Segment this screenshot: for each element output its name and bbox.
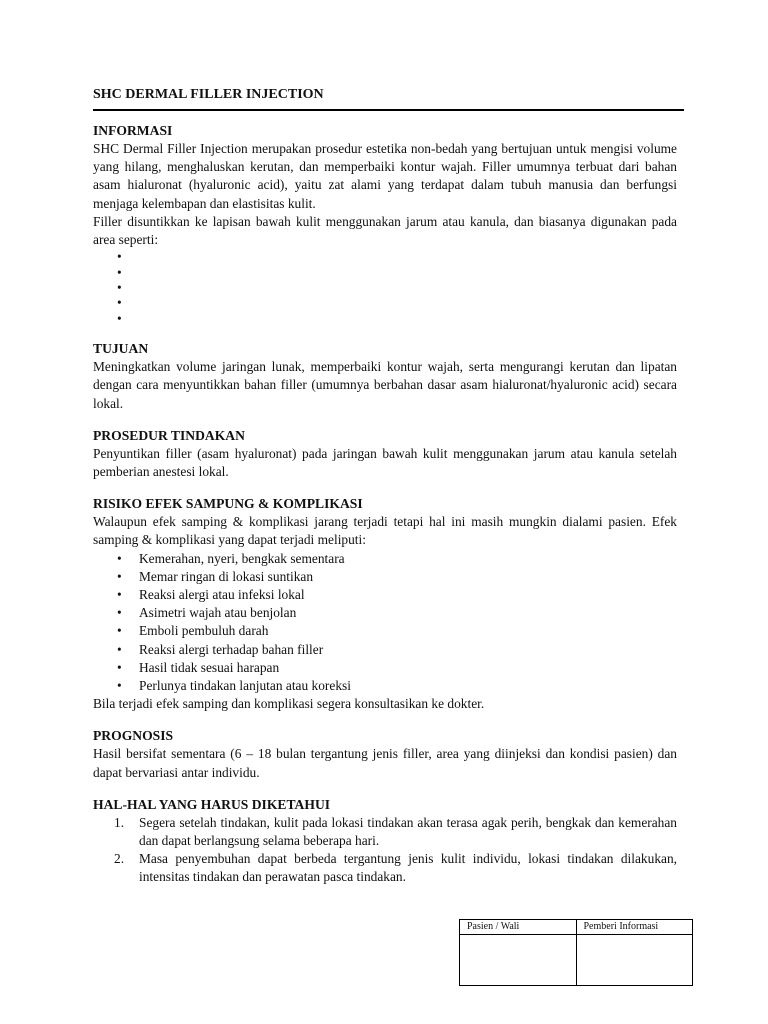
signature-header: Pemberi Informasi <box>577 920 693 935</box>
section-heading: HAL-HAL YANG HARUS DIKETAHUI <box>93 796 331 812</box>
list-item <box>114 850 677 886</box>
section-risiko <box>93 495 677 713</box>
list-item: • Reaksi alergi terhadap bahan filler <box>139 641 677 659</box>
section-hal-hal <box>93 796 677 887</box>
numbered-list <box>93 814 677 887</box>
section-heading: RISIKO EFEK SAMPUNG & KOMPLIKASI <box>93 496 363 512</box>
empty-list-item <box>139 311 677 326</box>
section-prognosis <box>93 727 677 781</box>
signature-column-informant <box>577 920 693 985</box>
section-heading: PROGNOSIS <box>93 728 174 744</box>
section-heading: PROSEDUR TINDAKAN <box>93 427 245 443</box>
paragraph: Meningkatkan volume jaringan lunak, memperbaiki kontur wajah, serta mengurangi kerutan dan lipatan dengan cara menyuntikkan bahan filler (umumnya berbahan dasar asam hialuronat/hyaluronic acid) secara lokal. <box>93 359 677 411</box>
signature-table <box>459 919 693 986</box>
list-item: • Hasil tidak sesuai harapan <box>139 659 677 677</box>
list-item: • Asimetri wajah atau benjolan <box>139 604 677 622</box>
section-informasi <box>93 122 677 326</box>
paragraph: Walaupun efek samping & komplikasi jarang terjadi tetapi hal ini masih mungkin dialami pasien. Efek samping & komplikasi yang dapat terjadi meliputi: <box>93 514 677 548</box>
empty-list-item <box>139 265 677 280</box>
risk-list <box>93 550 677 696</box>
section-prosedur <box>93 427 677 481</box>
paragraph: Hasil bersifat sementara (6 – 18 bulan tergantung jenis filler, area yang diinjeksi dan kondisi pasien) dan dapat bervariasi antar individu. <box>93 746 677 780</box>
section-heading: INFORMASI <box>93 123 173 138</box>
list-item: • Memar ringan di lokasi suntikan <box>139 568 677 586</box>
paragraph: Penyuntikan filler (asam hyaluronat) pada jaringan bawah kulit menggunakan jarum atau kanula setelah pemberian anestesi lokal. <box>93 445 677 479</box>
signature-column-patient <box>460 920 577 985</box>
paragraph: Bila terjadi efek samping dan komplikasi segera konsultasikan ke dokter. <box>93 696 485 712</box>
list-number: 1. <box>114 814 125 830</box>
document-content <box>93 122 677 901</box>
list-number: 2. <box>114 851 125 867</box>
empty-list-item <box>139 249 677 264</box>
list-item: • Reaksi alergi atau infeksi lokal <box>139 586 677 604</box>
list-item: • Perlunya tindakan lanjutan atau koreksi <box>139 677 677 695</box>
paragraph: SHC Dermal Filler Injection merupakan prosedur estetika non-bedah yang bertujuan untuk mengisi volume yang hilang, menghaluskan kerutan, dan memperbaiki kontur wajah. Filler umumnya terbuat dari bahan asam hialuronat (hyaluronic acid), yaitu zat alami yang terdapat dalam tubuh manusia dan berfungsi menjaga kelembapan dan elastisitas kulit. <box>93 141 677 211</box>
list-item <box>114 814 677 850</box>
section-heading: TUJUAN <box>93 341 149 357</box>
paragraph: Filler disuntikkan ke lapisan bawah kulit menggunakan jarum atau kanula, dan biasanya digunakan pada area seperti: <box>93 213 677 248</box>
list-text: Segera setelah tindakan, kulit pada lokasi tindakan akan terasa agak perih, bengkak dan kemerahan dan dapat berlangsung selama beberapa hari. <box>139 814 677 849</box>
signature-header: Pasien / Wali <box>460 920 576 935</box>
empty-list-item <box>139 280 677 295</box>
list-item: • Kemerahan, nyeri, bengkak sementara <box>139 550 677 568</box>
document-title: SHC DERMAL FILLER INJECTION <box>93 86 684 111</box>
list-item: • Emboli pembuluh darah <box>139 622 677 640</box>
section-tujuan <box>93 340 677 413</box>
empty-list-item <box>139 295 677 310</box>
list-text: Masa penyembuhan dapat berbeda tergantung jenis kulit individu, lokasi tindakan dilakukan, intensitas tindakan dan perawatan pasca tindakan. <box>139 851 677 885</box>
empty-area-list <box>93 249 677 326</box>
